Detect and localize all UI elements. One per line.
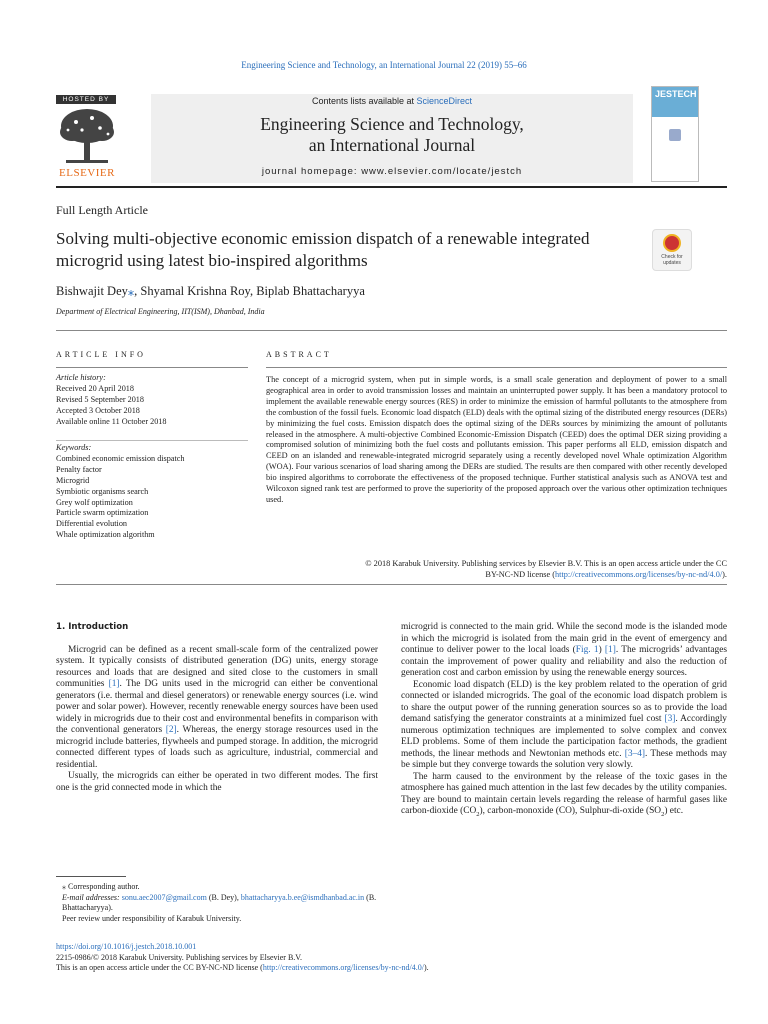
email-link[interactable]: bhattacharyya.b.ee@ismdhanbad.ac.in	[240, 892, 365, 902]
figure-link[interactable]: Fig. 1	[575, 645, 599, 655]
elsevier-tree-logo-icon	[56, 106, 118, 168]
history-item: Received 20 April 2018	[56, 383, 134, 393]
abstract-bottom-rule	[56, 584, 727, 585]
history-item: Available online 11 October 2018	[56, 416, 167, 426]
article-type: Full Length Article	[56, 203, 148, 217]
abstract-rule	[266, 367, 727, 368]
keyword-item: Microgrid	[56, 475, 90, 485]
subscript: 2	[661, 810, 665, 818]
license-line	[56, 963, 727, 974]
body-paragraph	[56, 645, 378, 772]
body-paragraph	[401, 772, 727, 818]
text-run: . The microgrids’ advantages contain the improvement of power quality and reliability and also the reduction of generation cost and carbon emission by using the renewable energy sources.	[401, 645, 727, 678]
copyright-suffix: ).	[722, 569, 727, 579]
body-paragraph	[401, 680, 727, 772]
section-heading: 1. Introduction	[56, 622, 129, 632]
keyword-item: Penalty factor	[56, 464, 102, 474]
header-divider	[56, 186, 727, 188]
copyright-line1: © 2018 Karabuk University. Publishing services by Elsevier B.V. This is an open access article under the CC	[365, 559, 727, 568]
article-info-rule	[56, 367, 248, 368]
abstract-text: The concept of a microgrid system, when put in simple words, is a small scale generation and deployment of power to a small geographical area in order to avoid transmission losses and maintain an uninterrupted power supply. It has been a mandatory protocol to implement the available renewable energy sources (RES) in order to minimize the emission of harmful pollutants to the atmosphere from the combustion of the fossil fuels. Economic load dispatch (ELD) deals with the optimal sizing of the distributed energy resources (DERs) by minimizing the fuel costs. Emission dispatch does the optimal sizing of the DERs sources by minimizing the amount of pollutants released in the atmosphere. A multi-objective Combined Economic-Emission Dispatch (CEED) does the optimal DER sizing providing a compromised solution of minimizing both the fuel costs and pollutants emission. This paper performs all ELD, emission dispatch and CEED on an islanded and renewable-integrated microgrid separately using a recently developed novel Whale optimization Algorithm (WOA). Four various scenarios of load sharing among the DERs are studied. The results are then compared with other recently developed bio inspired algorithms to corroborate the effectiveness of the proposed technique. Further statistical analysis such as ANOVA test and Wilcoxon signed rank test are performed to prove the superiority of the proposed approach over the various other optimization techniques used.	[266, 375, 727, 504]
keyword-item: Combined economic emission dispatch	[56, 453, 185, 463]
citation-link[interactable]: [3]	[664, 714, 676, 724]
elsevier-logo-text: ELSEVIER	[59, 167, 115, 179]
article-title: Solving multi-objective economic emission dispatch of a renewable integrated microgrid using latest bio-inspired algorithms	[56, 229, 590, 270]
crossmark-icon	[663, 234, 681, 252]
corresponding-author-note: ⁎ Corresponding author.	[62, 882, 140, 891]
email-addresses	[56, 893, 378, 914]
email-owner: (B. Bhattacharyya).	[62, 892, 377, 912]
peer-review-note: Peer review under responsibility of Karabuk University.	[62, 913, 242, 923]
text-run: . These methods may be simple but they converge towards the solution very slowly.	[401, 748, 727, 770]
journal-title-line2: an International Journal	[308, 135, 476, 155]
subscript: 2	[476, 810, 480, 818]
journal-title-line1: Engineering Science and Technology,	[260, 114, 524, 134]
hosted-by-label: HOSTED BY	[56, 95, 116, 104]
author-list	[56, 283, 365, 299]
cover-label: JESTECH	[655, 89, 697, 99]
text-run: ) etc.	[664, 806, 684, 816]
footnote-rule	[56, 876, 126, 877]
history-label: Article history:	[56, 373, 106, 382]
citation-link[interactable]: [2]	[165, 725, 177, 735]
title-divider	[56, 330, 727, 331]
contents-line	[151, 96, 633, 106]
citation-link[interactable]: [3–4]	[624, 748, 646, 759]
journal-homepage[interactable]: journal homepage: www.elsevier.com/locate/jestch	[261, 166, 523, 177]
abstract-heading: ABSTRACT	[266, 350, 332, 359]
article-history	[56, 373, 248, 428]
citation-link[interactable]: [1]	[108, 679, 120, 689]
body-paragraph	[401, 622, 727, 680]
contents-prefix: Contents lists available at	[311, 96, 417, 106]
doi-link[interactable]: https://doi.org/10.1016/j.jestch.2018.10.001	[56, 942, 197, 951]
text-run: . Accordingly numerous optimization techniques are implemented to solve complex and convex ELD problems. Some of them include the participation factor methods, the gradient methods, the linear methods and Newtonian methods etc.	[401, 714, 727, 759]
body-column-right	[401, 622, 727, 818]
keywords-rule	[56, 440, 248, 441]
email-label: E-mail addresses:	[62, 892, 120, 902]
keywords-label: Keywords:	[56, 443, 92, 452]
journal-cover-thumbnail[interactable]	[651, 86, 699, 182]
license-link[interactable]: http://creativecommons.org/licenses/by-nc-nd/4.0/	[555, 569, 723, 579]
license-prefix: This is an open access article under the CC BY-NC-ND license (	[56, 963, 263, 972]
sciencedirect-link[interactable]: ScienceDirect	[416, 96, 473, 106]
license-suffix: ).	[424, 963, 429, 972]
author-names-rest: , Shyamal Krishna Roy, Biplab Bhattacharyya	[134, 284, 365, 298]
body-paragraph: Usually, the microgrids can either be operated in two different modes. The first one is the grid connected mode in which the	[56, 771, 378, 793]
text-run: Economic load dispatch (ELD) is the key problem related to the operation of grid connected or islanded microgrids. The goal of the economic load dispatch problem is to share the output power of the running generation sources so as to provide the load demand satisfying the generator constraints at a minimized fuel cost	[401, 679, 727, 724]
copyright-prefix: BY-NC-ND license (	[485, 569, 556, 579]
author-name: Bishwajit Dey	[56, 284, 128, 298]
corresponding-author-marker[interactable]: ⁎	[127, 284, 135, 298]
history-item: Revised 5 September 2018	[56, 394, 144, 404]
keyword-item: Grey wolf optimization	[56, 497, 133, 507]
license-link[interactable]: http://creativecommons.org/licenses/by-nc-nd/4.0/	[262, 963, 424, 972]
citation-link[interactable]: [1]	[604, 645, 616, 655]
author-affiliation: Department of Electrical Engineering, IIT(ISM), Dhanbad, India	[56, 307, 265, 316]
text-run: Microgrid can be defined as a recent small-scale form of the centralized power system. It typically consists of distributed generation (DG) units, energy storage resources and loads that are designed and sited close to the customers in small communities	[56, 644, 378, 689]
text-run: microgrid is connected to the main grid. While the second mode is the islanded mode in which the microgrid is isolated from the main grid in the event of emergency and continue to deliver power to the local loads (	[401, 622, 727, 655]
journal-reference[interactable]: Engineering Science and Technology, an International Journal 22 (2019) 55–66	[241, 60, 527, 70]
body-column-left	[56, 622, 378, 794]
text-run: ), carbon-monoxide (CO), Sulphur-di-oxide (SO	[479, 806, 662, 816]
footnotes	[56, 882, 378, 924]
text-run: The harm caused to the environment by the release of the toxic gases in the atmosphere has gained much attention in the last few decades by the utility companies. They are bound to maintain certain levels regarding the release of harmful gases like carbon-dioxide (CO	[401, 771, 727, 816]
keyword-item: Particle swarm optimization	[56, 508, 149, 518]
copyright-line2	[266, 570, 727, 581]
keyword-item: Symbiotic organisms search	[56, 486, 149, 496]
journal-title	[151, 114, 633, 156]
keywords-list	[56, 443, 248, 541]
email-link[interactable]: sonu.aec2007@gmail.com	[121, 892, 207, 902]
issn-line: 2215-0986/© 2018 Karabuk University. Publishing services by Elsevier B.V.	[56, 952, 303, 962]
history-item: Accepted 3 October 2018	[56, 405, 140, 415]
article-info-heading: ARTICLE INFO	[56, 350, 146, 359]
text-run: . The DG units used in the microgrid can either be conventional generators (i.e. thermal and diesel generators) or renewable energy sources (i.e. wind power and solar power). However, recently renewable energy sources have been used widely in microgrids due to their cost and environmental benefits in comparison with the conventional generators	[56, 679, 379, 735]
text-run: )	[598, 645, 605, 655]
crossmark-button[interactable]	[652, 229, 692, 271]
keyword-item: Whale optimization algorithm	[56, 530, 155, 540]
keyword-item: Differential evolution	[56, 519, 128, 529]
email-owner: (B. Dey),	[206, 892, 241, 902]
cover-emblem-icon	[669, 129, 681, 141]
abstract-copyright	[266, 559, 727, 581]
crossmark-label: Check for updates	[661, 254, 683, 266]
page-footer	[56, 942, 727, 974]
text-run: . Whereas, the energy storage resources used in the microgrid include batteries, flywheels and pumped storage. In addition, the microgrid connected different types of loads such as agriculture, industrial, commercial and residential.	[56, 725, 378, 770]
